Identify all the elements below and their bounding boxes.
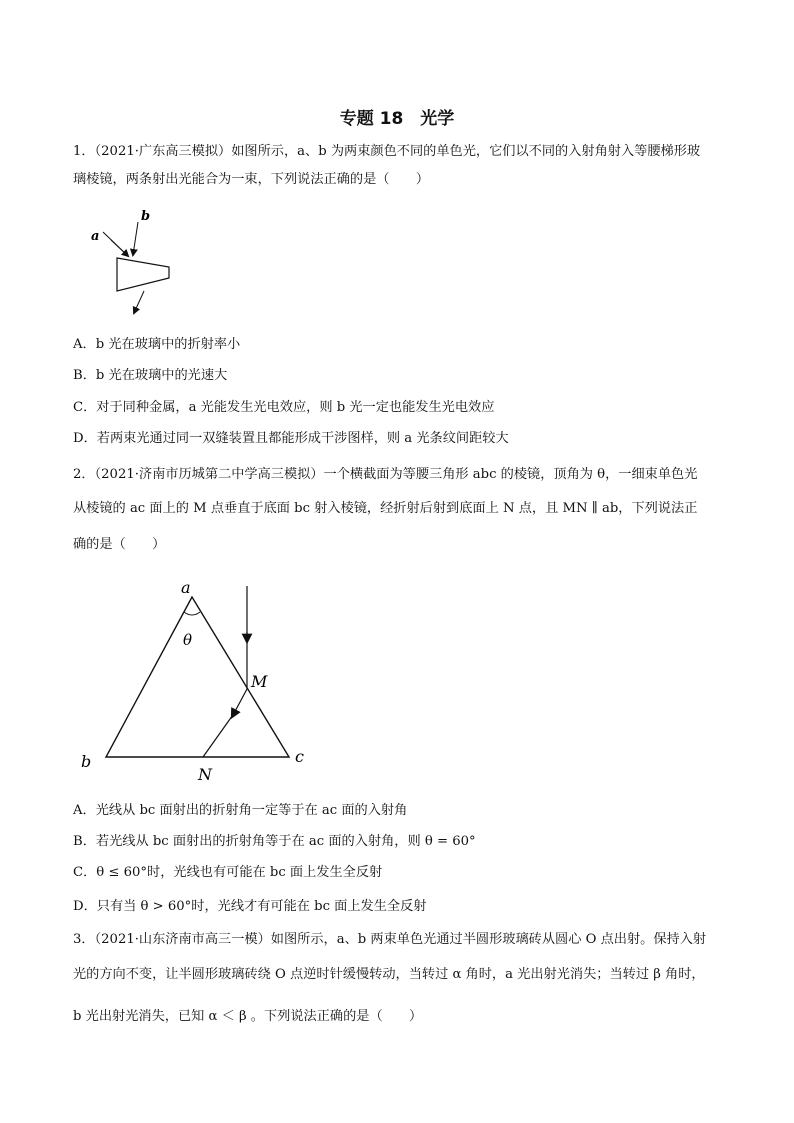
label-M: M bbox=[251, 672, 268, 691]
q1-option-d: D．若两束光通过同一双缝装置且都能形成干涉图样，则 a 光条纹间距较大 bbox=[73, 431, 509, 446]
q2-option-a: A．光线从 bc 面射出的折射角一定等于在 ac 面的入射角 bbox=[73, 803, 408, 818]
apex-angle-arc bbox=[184, 612, 200, 615]
label-a: a bbox=[181, 578, 191, 597]
label-b: b bbox=[141, 209, 151, 224]
label-theta: θ bbox=[183, 631, 193, 649]
q1-option-a: A．b 光在玻璃中的折射率小 bbox=[73, 337, 241, 352]
label-a: a bbox=[91, 229, 100, 244]
q3-stem-line1: 3．（2021·山东济南市高三一模）如图所示，a、b 两束单色光通过半圆形玻璃砖从圆心 O 点出射。保持入射 bbox=[73, 932, 707, 947]
label-N: N bbox=[198, 765, 212, 784]
exit-ray bbox=[134, 291, 144, 313]
label-b: b bbox=[81, 752, 92, 771]
q2-stem-line1: 2．（2021·济南市历城第二中学高三模拟）一个横截面为等腰三角形 abc 的棱镜，顶角为 θ，一细束单色光 bbox=[73, 467, 698, 482]
q2-stem-line3: 确的是（ ） bbox=[73, 537, 166, 552]
label-c: c bbox=[295, 747, 304, 766]
q3-stem-line3: b 光出射光消失，已知 α ＜ β 。下列说法正确的是（ ） bbox=[73, 1009, 423, 1024]
q2-option-d: D．只有当 θ > 60°时，光线才有可能在 bc 面上发生全反射 bbox=[73, 899, 427, 914]
trapezoid-prism bbox=[117, 258, 169, 291]
q1-stem-line1: 1．（2021·广东高三模拟）如图所示，a、b 为两束颜色不同的单色光，它们以不同的入射角射入等腰梯形玻 bbox=[73, 144, 701, 159]
q2-option-b: B．若光线从 bc 面射出的折射角等于在 ac 面的入射角，则 θ = 60° bbox=[73, 834, 476, 849]
q1-stem-line2: 璃棱镜，两条射出光能合为一束，下列说法正确的是（ ） bbox=[73, 172, 430, 187]
q1-figure bbox=[80, 205, 190, 325]
page-title: 专题 18 光学 bbox=[339, 109, 455, 129]
q3-stem-line2: 光的方向不变，让半圆形玻璃砖绕 O 点逆时针缓慢转动，当转过 α 角时，a 光出射光消失；当转过 β 角时， bbox=[73, 967, 705, 982]
q1-option-b: B．b 光在玻璃中的光速大 bbox=[73, 368, 228, 383]
q2-stem-line2: 从棱镜的 ac 面上的 M 点垂直于底面 bc 射入棱镜，经折射后射到底面上 N 点，且 MN ∥ ab，下列说法正 bbox=[73, 501, 698, 516]
ray-b bbox=[133, 222, 138, 255]
q1-option-c: C．对于同种金属，a 光能发生光电效应，则 b 光一定也能发生光电效应 bbox=[73, 400, 495, 415]
q2-option-c: C．θ ≤ 60°时，光线也有可能在 bc 面上发生全反射 bbox=[73, 865, 383, 880]
q2-figure bbox=[75, 572, 325, 787]
